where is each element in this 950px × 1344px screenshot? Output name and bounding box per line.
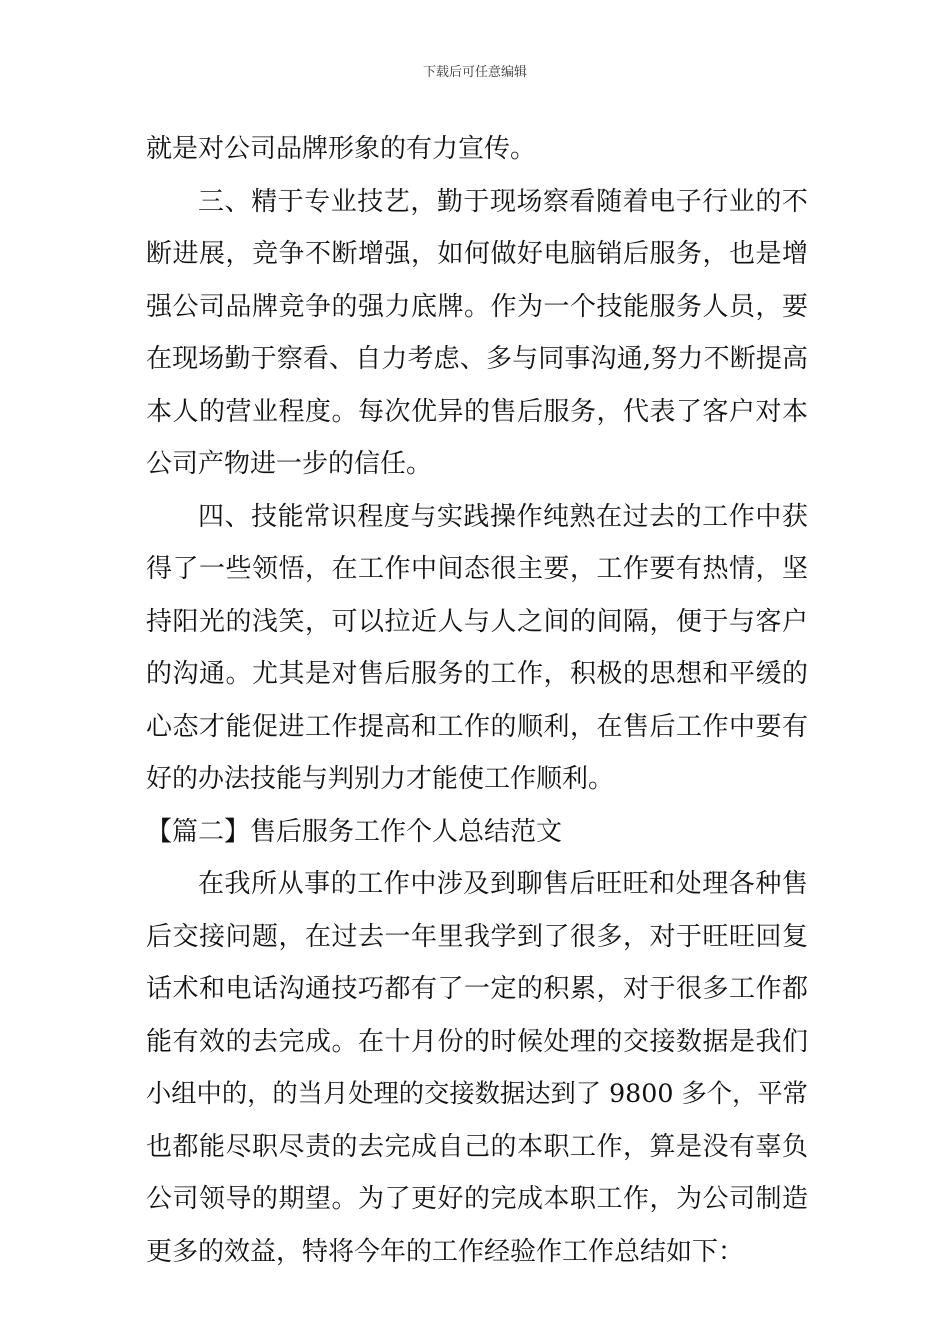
text-line: 也都能尽职尽责的去完成自己的本职工作，算是没有辜负 xyxy=(146,1131,809,1162)
text-line: 断进展，竞争不断增强，如何做好电脑销后服务，也是增 xyxy=(146,239,809,269)
paragraph-first-line: 在我所从事的工作中涉及到聊售后旺旺和处理各种售 xyxy=(198,869,809,899)
text-line: 好的办法技能与判别力才能使工作顺利。 xyxy=(146,764,615,794)
text-line: 公司领导的期望。为了更好的完成本职工作，为公司制造 xyxy=(146,1184,809,1214)
text-line: 【篇二】售后服务工作个人总结范文 xyxy=(146,816,563,847)
text-line: 持阳光的浅笑，可以拉近人与人之间的间隔，便于与客户 xyxy=(146,606,809,637)
text-line: 小组中的，的当月处理的交接数据达到了 9800 多个，平常 xyxy=(146,1079,808,1108)
text-line: 的沟通。尤其是对售后服务的工作，积极的思想和平缓的 xyxy=(146,659,809,689)
text-line: 本人的营业程度。每次优异的售后服务，代表了客户对本 xyxy=(146,396,809,427)
text-line: 在现场勤于察看、自力考虑、多与同事沟通,努力不断提高 xyxy=(146,344,809,374)
text-line: 后交接问题，在过去一年里我学到了很多，对于旺旺回复 xyxy=(146,921,809,952)
text-line: 强公司品牌竞争的强力底牌。作为一个技能服务人员，要 xyxy=(146,291,809,322)
paragraph-first-line: 三、精于专业技艺，勤于现场察看随着电子行业的不 xyxy=(198,186,809,217)
text-line: 话术和电话沟通技巧都有了一定的积累，对于很多工作都 xyxy=(146,974,809,1004)
text-line: 心态才能促进工作提高和工作的顺利，在售后工作中要有 xyxy=(146,711,809,742)
page-header: 下载后可任意编辑 xyxy=(422,65,527,80)
paragraph-first-line: 四、技能常识程度与实践操作纯熟在过去的工作中获 xyxy=(198,501,809,532)
text-line: 得了一些领悟，在工作中间态很主要，工作要有热情，坚 xyxy=(146,554,809,584)
text-line: 就是对公司品牌形象的有力宣传。 xyxy=(146,134,537,164)
document-body xyxy=(146,123,808,1278)
text-line: 能有效的去完成。在十月份的时候处理的交接数据是我们 xyxy=(146,1026,809,1057)
text-line: 更多的效益，特将今年的工作经验作工作总结如下： xyxy=(146,1236,745,1267)
text-line: 公司产物进一步的信任。 xyxy=(146,449,433,479)
